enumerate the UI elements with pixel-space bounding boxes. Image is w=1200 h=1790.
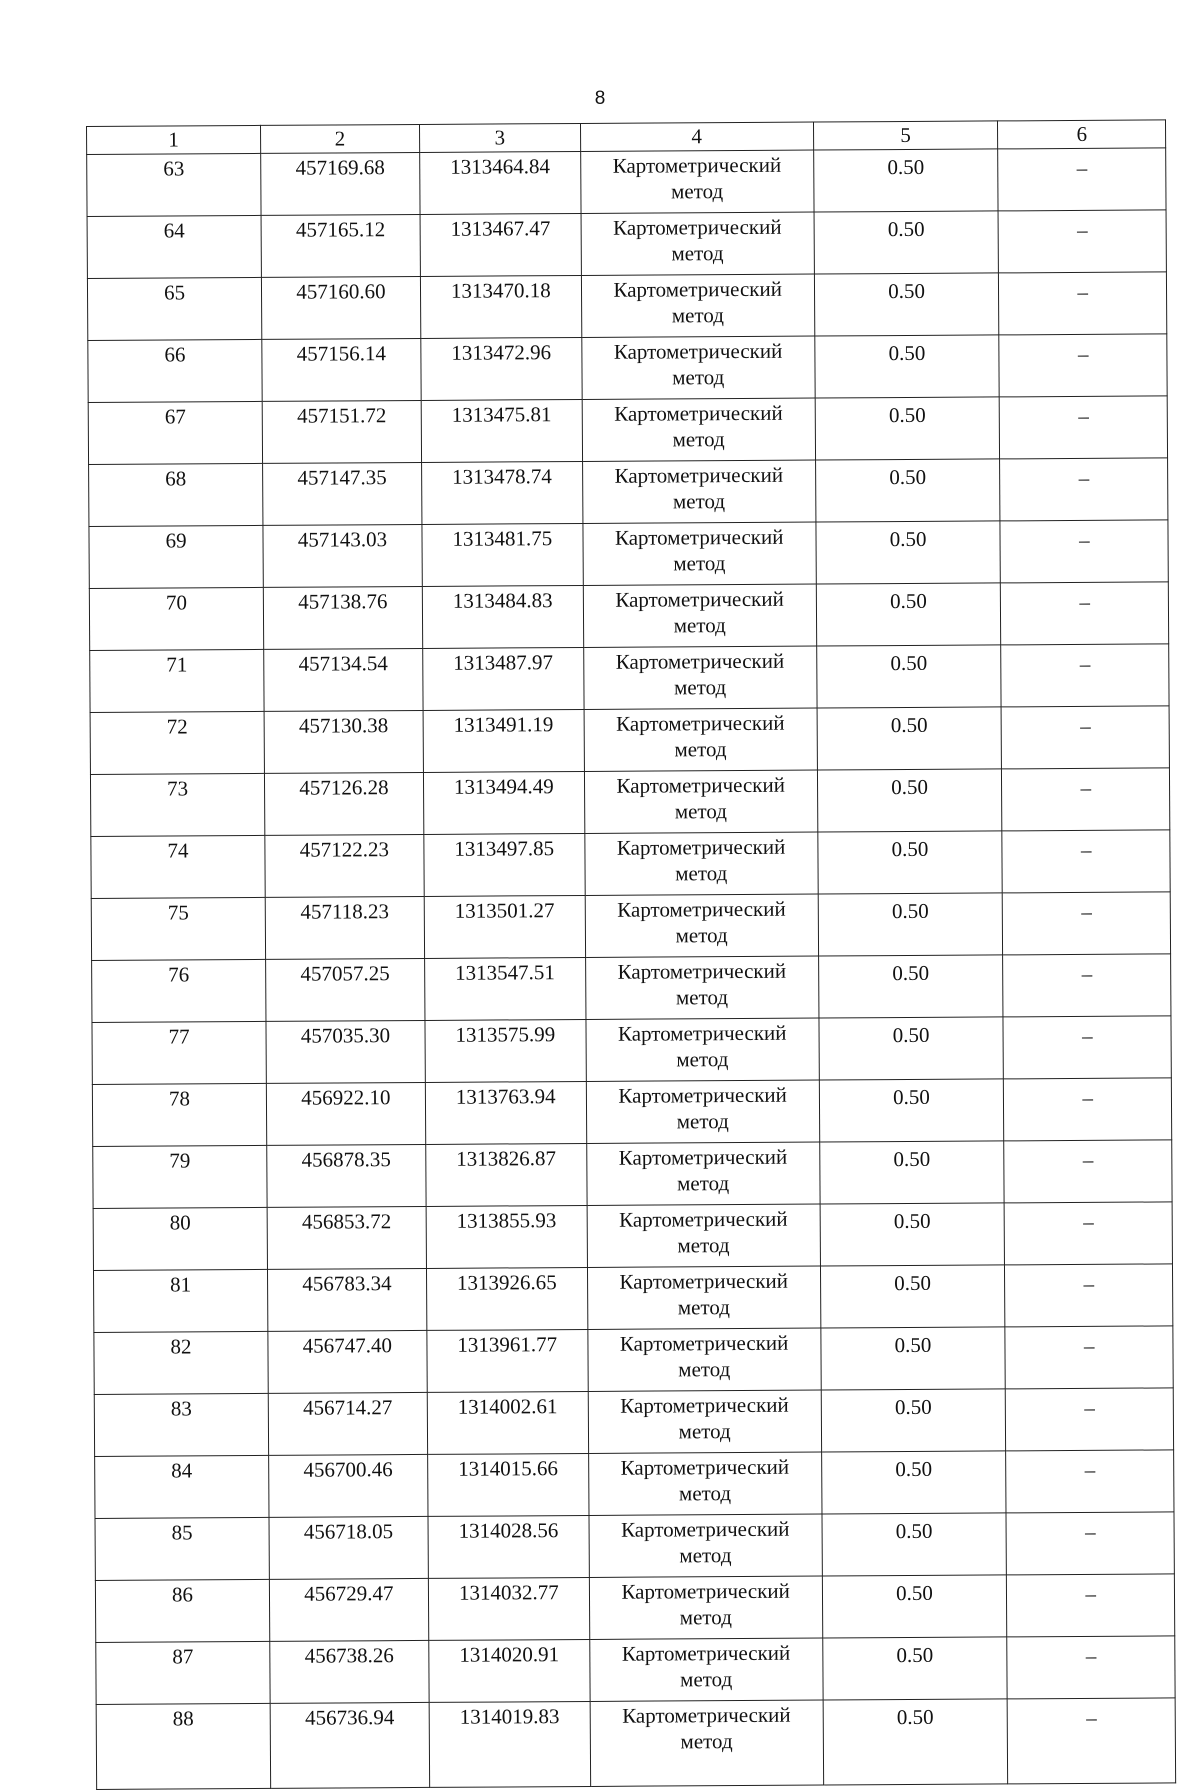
method-line-1: Картометрический xyxy=(620,1454,790,1480)
x-coordinate-cell: 456714.27 xyxy=(268,1392,427,1455)
accuracy-cell: 0.50 xyxy=(820,1203,1005,1266)
header-cell-4: 4 xyxy=(580,122,813,151)
accuracy-cell: 0.50 xyxy=(821,1451,1006,1514)
method-cell xyxy=(587,1266,820,1329)
note-cell: – xyxy=(1007,1574,1175,1637)
y-coordinate-cell: 1313926.65 xyxy=(426,1267,587,1330)
method-line-2: метод xyxy=(671,303,724,328)
accuracy-cell: 0.50 xyxy=(817,707,1002,770)
table-row xyxy=(92,1016,1171,1085)
x-coordinate-cell: 456718.05 xyxy=(269,1516,428,1579)
method-line-2: метод xyxy=(677,1233,730,1258)
method-line-2: метод xyxy=(673,551,726,576)
x-coordinate-cell: 457130.38 xyxy=(264,710,423,773)
accuracy-cell: 0.50 xyxy=(818,893,1003,956)
accuracy-cell: 0.50 xyxy=(820,1265,1005,1328)
method-cell xyxy=(583,646,816,709)
y-coordinate-cell: 1313481.75 xyxy=(422,523,583,586)
point-number-cell: 75 xyxy=(91,897,265,960)
table-row xyxy=(88,334,1167,403)
note-cell: – xyxy=(1006,1512,1174,1575)
point-number-cell: 74 xyxy=(91,835,265,898)
point-number-cell: 82 xyxy=(94,1331,268,1394)
method-line-1: Картометрический xyxy=(617,1020,787,1046)
y-coordinate-cell: 1314015.66 xyxy=(427,1453,588,1516)
method-cell xyxy=(588,1328,821,1391)
x-coordinate-cell: 457147.35 xyxy=(263,462,422,525)
table-row xyxy=(88,396,1167,465)
header-cell-2: 2 xyxy=(261,124,420,153)
method-line-2: метод xyxy=(675,923,728,948)
method-line-2: метод xyxy=(676,1047,729,1072)
method-line-2: метод xyxy=(672,489,726,514)
x-coordinate-cell: 457122.23 xyxy=(265,834,424,897)
method-cell xyxy=(583,584,816,647)
accuracy-cell: 0.50 xyxy=(814,273,999,336)
note-cell: – xyxy=(1003,954,1171,1017)
point-number-cell: 83 xyxy=(94,1393,268,1456)
point-number-cell: 65 xyxy=(87,277,261,340)
note-cell: – xyxy=(999,210,1167,273)
point-number-cell: 68 xyxy=(89,463,263,526)
point-number-cell: 72 xyxy=(90,711,264,774)
point-number-cell: 88 xyxy=(96,1703,271,1789)
accuracy-cell: 0.50 xyxy=(815,459,1000,522)
method-line-1: Картометрический xyxy=(621,1640,791,1666)
point-number-cell: 86 xyxy=(95,1579,269,1642)
y-coordinate-cell: 1313475.81 xyxy=(421,399,582,462)
note-cell: – xyxy=(1000,458,1168,521)
x-coordinate-cell: 457143.03 xyxy=(263,524,422,587)
accuracy-cell: 0.50 xyxy=(815,521,1000,584)
y-coordinate-cell: 1313472.96 xyxy=(421,337,582,400)
method-line-2: метод xyxy=(675,985,729,1010)
table-row xyxy=(87,272,1166,341)
table-row xyxy=(89,520,1168,589)
accuracy-cell: 0.50 xyxy=(813,149,998,212)
header-cell-1: 1 xyxy=(87,125,261,154)
method-line-1: Картометрический xyxy=(621,1578,790,1604)
y-coordinate-cell: 1313575.99 xyxy=(425,1019,586,1082)
x-coordinate-cell: 456922.10 xyxy=(266,1082,425,1145)
x-coordinate-cell: 457134.54 xyxy=(264,648,423,711)
method-line-2: метод xyxy=(673,613,726,638)
table-row xyxy=(94,1326,1173,1395)
accuracy-cell: 0.50 xyxy=(820,1327,1005,1390)
table-row xyxy=(87,148,1166,217)
method-line-1: Картометрический xyxy=(619,1330,789,1356)
point-number-cell: 64 xyxy=(87,215,261,278)
method-line-2: метод xyxy=(672,427,725,452)
y-coordinate-cell: 1313763.94 xyxy=(425,1081,586,1144)
method-line-1: Картометрический xyxy=(620,1516,790,1542)
point-number-cell: 63 xyxy=(87,153,261,216)
method-line-2: метод xyxy=(674,799,727,824)
y-coordinate-cell: 1313547.51 xyxy=(424,957,585,1020)
table-row xyxy=(93,1140,1172,1209)
x-coordinate-cell: 457035.30 xyxy=(266,1020,425,1083)
table-row xyxy=(90,644,1169,713)
table-row xyxy=(95,1512,1174,1581)
method-cell xyxy=(585,894,818,957)
method-cell xyxy=(586,1018,819,1081)
note-cell: – xyxy=(1008,1698,1176,1784)
point-number-cell: 85 xyxy=(95,1517,269,1580)
x-coordinate-cell: 456736.94 xyxy=(270,1702,429,1788)
method-line-1: Картометрический xyxy=(612,152,782,178)
method-line-1: Картометрический xyxy=(614,400,783,426)
x-coordinate-cell: 456700.46 xyxy=(269,1454,428,1517)
method-cell xyxy=(589,1514,822,1577)
table-row xyxy=(92,1078,1171,1147)
method-line-1: Картометрический xyxy=(612,214,782,240)
x-coordinate-cell: 456747.40 xyxy=(268,1330,427,1393)
point-number-cell: 70 xyxy=(89,587,263,650)
point-number-cell: 87 xyxy=(96,1641,270,1704)
point-number-cell: 71 xyxy=(90,649,264,712)
point-number-cell: 84 xyxy=(95,1455,269,1518)
note-cell: – xyxy=(1006,1450,1174,1513)
x-coordinate-cell: 456853.72 xyxy=(267,1206,426,1269)
y-coordinate-cell: 1313855.93 xyxy=(426,1205,587,1268)
x-coordinate-cell: 456729.47 xyxy=(269,1578,428,1641)
method-line-1: Картометрический xyxy=(615,648,785,674)
method-line-1: Картометрический xyxy=(614,462,784,488)
accuracy-cell: 0.50 xyxy=(817,831,1002,894)
x-coordinate-cell: 456878.35 xyxy=(267,1144,426,1207)
method-line-2: метод xyxy=(673,675,727,700)
method-line-2: метод xyxy=(680,1667,733,1692)
table-row xyxy=(96,1636,1175,1705)
x-coordinate-cell: 457165.12 xyxy=(261,214,420,277)
accuracy-cell: 0.50 xyxy=(822,1513,1007,1576)
method-cell xyxy=(582,336,815,399)
x-coordinate-cell: 457057.25 xyxy=(266,958,425,1021)
note-cell: – xyxy=(1007,1636,1175,1699)
y-coordinate-cell: 1314020.91 xyxy=(429,1639,590,1702)
method-line-2: метод xyxy=(674,737,727,762)
method-cell xyxy=(590,1700,823,1786)
accuracy-cell: 0.50 xyxy=(819,1141,1004,1204)
method-line-1: Картометрический xyxy=(616,772,786,798)
table-row xyxy=(87,210,1166,279)
method-line-2: метод xyxy=(675,861,728,886)
x-coordinate-cell: 457160.60 xyxy=(261,276,420,339)
method-line-1: Картометрический xyxy=(616,710,785,736)
y-coordinate-cell: 1313826.87 xyxy=(426,1143,587,1206)
method-cell xyxy=(580,150,813,213)
header-cell-6: 6 xyxy=(998,120,1166,149)
note-cell: – xyxy=(1003,1016,1171,1079)
point-number-cell: 67 xyxy=(88,401,262,464)
point-number-cell: 77 xyxy=(92,1021,266,1084)
x-coordinate-cell: 457156.14 xyxy=(262,338,421,401)
y-coordinate-cell: 1313470.18 xyxy=(420,275,581,338)
method-line-1: Картометрический xyxy=(617,958,787,984)
note-cell: – xyxy=(1000,396,1168,459)
method-cell xyxy=(588,1452,821,1515)
method-line-1: Картометрический xyxy=(619,1206,788,1232)
method-cell xyxy=(585,956,818,1019)
coordinates-table xyxy=(86,119,1176,1790)
accuracy-cell: 0.50 xyxy=(822,1575,1007,1638)
method-line-2: метод xyxy=(676,1109,729,1134)
y-coordinate-cell: 1314028.56 xyxy=(428,1515,589,1578)
accuracy-cell: 0.50 xyxy=(814,335,999,398)
method-line-2: метод xyxy=(671,241,724,266)
method-line-1: Картометрический xyxy=(617,896,786,922)
note-cell: – xyxy=(1005,1264,1173,1327)
accuracy-cell: 0.50 xyxy=(819,1079,1004,1142)
note-cell: – xyxy=(998,148,1166,211)
accuracy-cell: 0.50 xyxy=(818,955,1003,1018)
point-number-cell: 79 xyxy=(93,1145,267,1208)
y-coordinate-cell: 1313501.27 xyxy=(424,895,585,958)
y-coordinate-cell: 1314019.83 xyxy=(429,1701,590,1787)
method-line-1: Картометрический xyxy=(614,524,784,550)
point-number-cell: 76 xyxy=(92,959,266,1022)
note-cell: – xyxy=(1003,892,1171,955)
method-line-1: Картометрический xyxy=(613,276,782,302)
table-row xyxy=(95,1450,1174,1519)
method-line-2: метод xyxy=(677,1295,731,1320)
table-row xyxy=(92,954,1171,1023)
method-line-2: метод xyxy=(677,1171,730,1196)
table-row xyxy=(95,1574,1174,1643)
method-cell xyxy=(588,1390,821,1453)
method-cell xyxy=(585,832,818,895)
note-cell: – xyxy=(999,334,1167,397)
y-coordinate-cell: 1313497.85 xyxy=(424,833,585,896)
method-line-2: метод xyxy=(679,1543,732,1568)
note-cell: – xyxy=(1002,830,1170,893)
y-coordinate-cell: 1313467.47 xyxy=(420,213,581,276)
table-row xyxy=(90,706,1169,775)
note-cell: – xyxy=(1004,1140,1172,1203)
note-cell: – xyxy=(1000,520,1168,583)
accuracy-cell: 0.50 xyxy=(822,1637,1007,1700)
note-cell: – xyxy=(1004,1078,1172,1141)
method-line-2: метод xyxy=(678,1419,731,1444)
method-line-1: Картометрический xyxy=(615,586,784,612)
method-line-2: метод xyxy=(678,1357,731,1382)
table-row xyxy=(89,458,1168,527)
method-line-1: Картометрический xyxy=(619,1268,789,1294)
point-number-cell: 80 xyxy=(93,1207,267,1270)
method-line-1: Картометрический xyxy=(618,1144,788,1170)
table-row xyxy=(91,830,1170,899)
table-row xyxy=(94,1388,1173,1457)
note-cell: – xyxy=(1006,1388,1174,1451)
table-row xyxy=(93,1202,1172,1271)
method-cell xyxy=(583,522,816,585)
table-row xyxy=(91,892,1170,961)
method-line-1: Картометрический xyxy=(618,1082,787,1108)
note-cell: – xyxy=(1001,582,1169,645)
x-coordinate-cell: 457151.72 xyxy=(262,400,421,463)
point-number-cell: 69 xyxy=(89,525,263,588)
x-coordinate-cell: 457169.68 xyxy=(261,152,420,215)
method-line-2: метод xyxy=(679,1605,732,1630)
note-cell: – xyxy=(1001,644,1169,707)
method-cell xyxy=(590,1638,823,1701)
table-row xyxy=(96,1698,1175,1790)
method-line-1: Картометрический xyxy=(622,1702,791,1728)
y-coordinate-cell: 1313494.49 xyxy=(423,771,584,834)
x-coordinate-cell: 457118.23 xyxy=(265,896,424,959)
point-number-cell: 66 xyxy=(88,339,262,402)
method-cell xyxy=(587,1204,820,1267)
method-line-2: метод xyxy=(678,1481,732,1506)
method-line-1: Картометрический xyxy=(613,338,783,364)
accuracy-cell: 0.50 xyxy=(819,1017,1004,1080)
method-line-1: Картометрический xyxy=(620,1392,789,1418)
header-cell-5: 5 xyxy=(813,121,998,150)
header-cell-3: 3 xyxy=(419,123,580,152)
point-number-cell: 78 xyxy=(92,1083,266,1146)
x-coordinate-cell: 456738.26 xyxy=(270,1640,429,1703)
table-row xyxy=(89,582,1168,651)
y-coordinate-cell: 1313484.83 xyxy=(422,585,583,648)
y-coordinate-cell: 1314002.61 xyxy=(427,1391,588,1454)
x-coordinate-cell: 456783.34 xyxy=(268,1268,427,1331)
method-cell xyxy=(586,1080,819,1143)
accuracy-cell: 0.50 xyxy=(816,583,1001,646)
table-row xyxy=(90,768,1169,837)
method-line-2: метод xyxy=(680,1729,733,1754)
table-body xyxy=(87,148,1176,1790)
x-coordinate-cell: 457138.76 xyxy=(263,586,422,649)
note-cell: – xyxy=(1005,1202,1173,1265)
y-coordinate-cell: 1313478.74 xyxy=(421,461,582,524)
method-cell xyxy=(584,708,817,771)
y-coordinate-cell: 1313961.77 xyxy=(427,1329,588,1392)
note-cell: – xyxy=(1002,706,1170,769)
accuracy-cell: 0.50 xyxy=(814,211,999,274)
accuracy-cell: 0.50 xyxy=(816,645,1001,708)
page-number: 8 xyxy=(594,88,606,109)
method-cell xyxy=(581,212,814,275)
accuracy-cell: 0.50 xyxy=(817,769,1002,832)
method-line-1: Картометрический xyxy=(616,834,786,860)
method-line-2: метод xyxy=(670,179,724,204)
method-cell xyxy=(581,274,814,337)
method-cell xyxy=(584,770,817,833)
y-coordinate-cell: 1313491.19 xyxy=(423,709,584,772)
accuracy-cell: 0.50 xyxy=(815,397,1000,460)
y-coordinate-cell: 1313487.97 xyxy=(423,647,584,710)
y-coordinate-cell: 1313464.84 xyxy=(419,151,580,214)
y-coordinate-cell: 1314032.77 xyxy=(428,1577,589,1640)
point-number-cell: 81 xyxy=(93,1269,267,1332)
note-cell: – xyxy=(1005,1326,1173,1389)
method-line-2: метод xyxy=(672,365,725,390)
note-cell: – xyxy=(999,272,1167,335)
method-cell xyxy=(587,1142,820,1205)
table-row xyxy=(93,1264,1172,1333)
method-cell xyxy=(589,1576,822,1639)
method-cell xyxy=(582,460,815,523)
x-coordinate-cell: 457126.28 xyxy=(264,772,423,835)
method-cell xyxy=(582,398,815,461)
note-cell: – xyxy=(1002,768,1170,831)
accuracy-cell: 0.50 xyxy=(823,1699,1008,1785)
accuracy-cell: 0.50 xyxy=(821,1389,1006,1452)
point-number-cell: 73 xyxy=(90,773,264,836)
